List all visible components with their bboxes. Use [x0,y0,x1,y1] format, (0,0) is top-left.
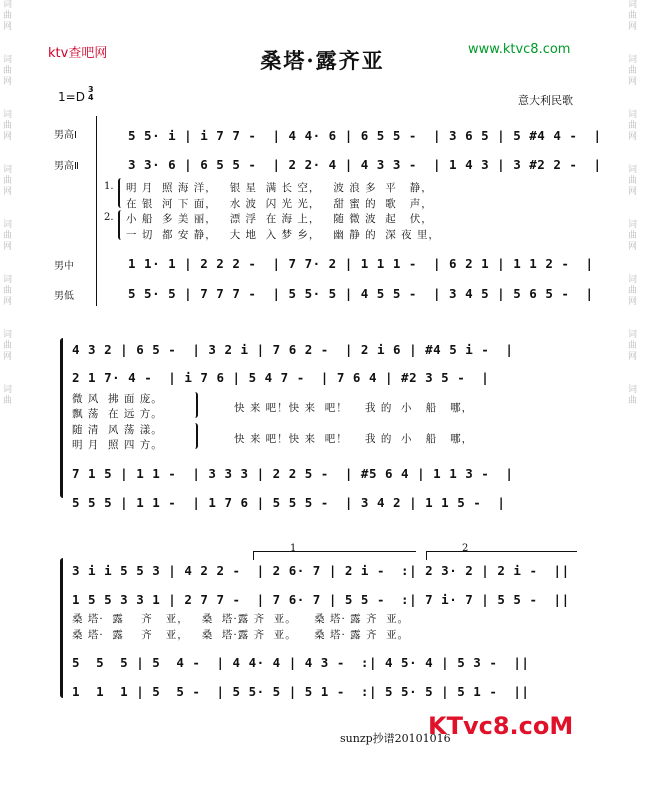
first-ending-number: 1 [290,543,297,554]
system2-refrain-a: 快 来 吧！快 来 吧！ 我 的 小 船 哪， [234,402,474,414]
system3-lyric-b: 桑 塔· 露 齐 亚， 桑 塔·露 齐 亚。 桑 塔· 露 齐 亚。 [72,629,410,641]
system1-baritone-notes: 1 1· 1 | 2 2 2 - | 7 7· 2 | 1 1 1 - | 6 2 1 | 1 1 2 - | [128,256,594,271]
system2-lyric-4: 明 月 照 四 方。 [72,439,163,451]
system3-tenor2-notes: 1 5 5 3 3 1 | 2 7 7 - | 7 6· 7 | 5 5 - :| 7 i· 7 | 5 5 - || [72,592,570,607]
left-watermark: 词 曲 网 词 曲 网 词 曲 网 词 曲 网 词 曲 网 词 曲 网 词 曲 网 词 曲 [3,0,13,406]
system1-verse1-line-b: 在 银 河 下 面， 水 波 闪 光 光， 甜 蜜 的 歌 声， [126,198,433,210]
verse2-number: 2. [104,212,114,223]
system2-bracket [60,338,66,498]
system2-refrain-b: 快 来 吧！快 来 吧！ 我 的 小 船 哪， [234,433,474,445]
site-logo: KTvc8.coM [428,712,574,740]
lyric-brace-a [193,392,198,418]
second-ending-number: 2 [462,543,469,554]
system2-lyric-2: 飘 荡 在 远 方。 [72,408,163,420]
system2-bass-notes: 5 5 5 | 1 1 - | 1 7 6 | 5 5 5 - | 3 4 2 | 1 1 5 - | [72,495,506,510]
system3-tenor1-notes: 3 i i 5 5 3 | 4 2 2 - | 2 6· 7 | 2 i - :| 2 3· 2 | 2 i - || [72,563,570,578]
right-watermark: 词 曲 网 词 曲 网 词 曲 网 词 曲 网 词 曲 网 词 曲 网 词 曲 网 词 曲 [628,0,638,406]
first-ending-bracket [253,551,416,560]
song-origin: 意大利民歌 [518,94,573,107]
system3-bracket [60,558,66,698]
system1-tenor2-notes: 3 3· 6 | 6 5 5 - | 2 2· 4 | 4 3 3 - | 1 4 3 | 3 #2 2 - | [128,157,602,172]
site-url[interactable]: www.ktvc8.com [468,42,571,57]
voice-label-tenor1: 男高Ⅰ [54,130,77,141]
system1-verse2-line-b: 一 切 都 安 静， 大 地 入 梦 乡， 幽 静 的 深 夜 里， [126,229,440,241]
system3-lyric-a: 桑 塔· 露 齐 亚， 桑 塔·露 齐 亚。 桑 塔· 露 齐 亚。 [72,613,410,625]
system1-tenor1-notes: 5 5· i | i 7 7 - | 4 4· 6 | 6 5 5 - | 3 6 5 | 5 #4 4 - | [128,128,602,143]
verse1-number: 1. [104,181,114,192]
system1-verse1-line-a: 明 月 照 海 洋， 银 星 满 长 空， 波 浪 多 平 静， [126,182,433,194]
system3-baritone-notes: 5 5 5 | 5 4 - | 4 4· 4 | 4 3 - :| 4 5· 4 | 5 3 - || [72,655,530,670]
system2-lyric-3: 随 清 风 荡 漾。 [72,424,163,436]
voice-label-baritone: 男中 [54,261,74,272]
system3-bass-notes: 1 1 1 | 5 5 - | 5 5· 5 | 5 1 - :| 5 5· 5 | 5 1 - || [72,684,530,699]
transcriber-credit: sunzp抄谱20101016 [340,732,451,745]
second-ending-bracket [426,551,577,560]
song-title: 桑塔·露齐亚 [260,48,385,73]
verse2-brace [118,210,123,240]
voice-label-bass: 男低 [54,291,74,302]
system1-bracket [96,116,97,306]
time-signature: 3 4 [88,85,94,102]
lyric-brace-b [193,423,198,449]
system2-tenor1-notes: 4 3 2 | 6 5 - | 3 2 i | 7 6 2 - | 2 i 6 | #4 5 i - | [72,342,514,357]
verse1-brace [118,178,123,208]
system2-lyric-1: 微 风 拂 面 庞。 [72,393,163,405]
key-signature: 1=D [58,90,85,104]
voice-label-tenor2: 男高Ⅱ [54,161,79,172]
system2-tenor2-notes: 2 1 7· 4 - | i 7 6 | 5 4 7 - | 7 6 4 | #2 3 5 - | [72,370,490,385]
system1-bass-notes: 5 5· 5 | 7 7 7 - | 5 5· 5 | 4 5 5 - | 3 4 5 | 5 6 5 - | [128,286,594,301]
system2-baritone-notes: 7 1 5 | 1 1 - | 3 3 3 | 2 2 5 - | #5 6 4 | 1 1 3 - | [72,466,514,481]
system1-verse2-line-a: 小 船 多 美 丽， 漂 浮 在 海 上， 随 微 波 起 伏， [126,213,433,225]
brand-text: ktv查吧网 [48,46,108,61]
